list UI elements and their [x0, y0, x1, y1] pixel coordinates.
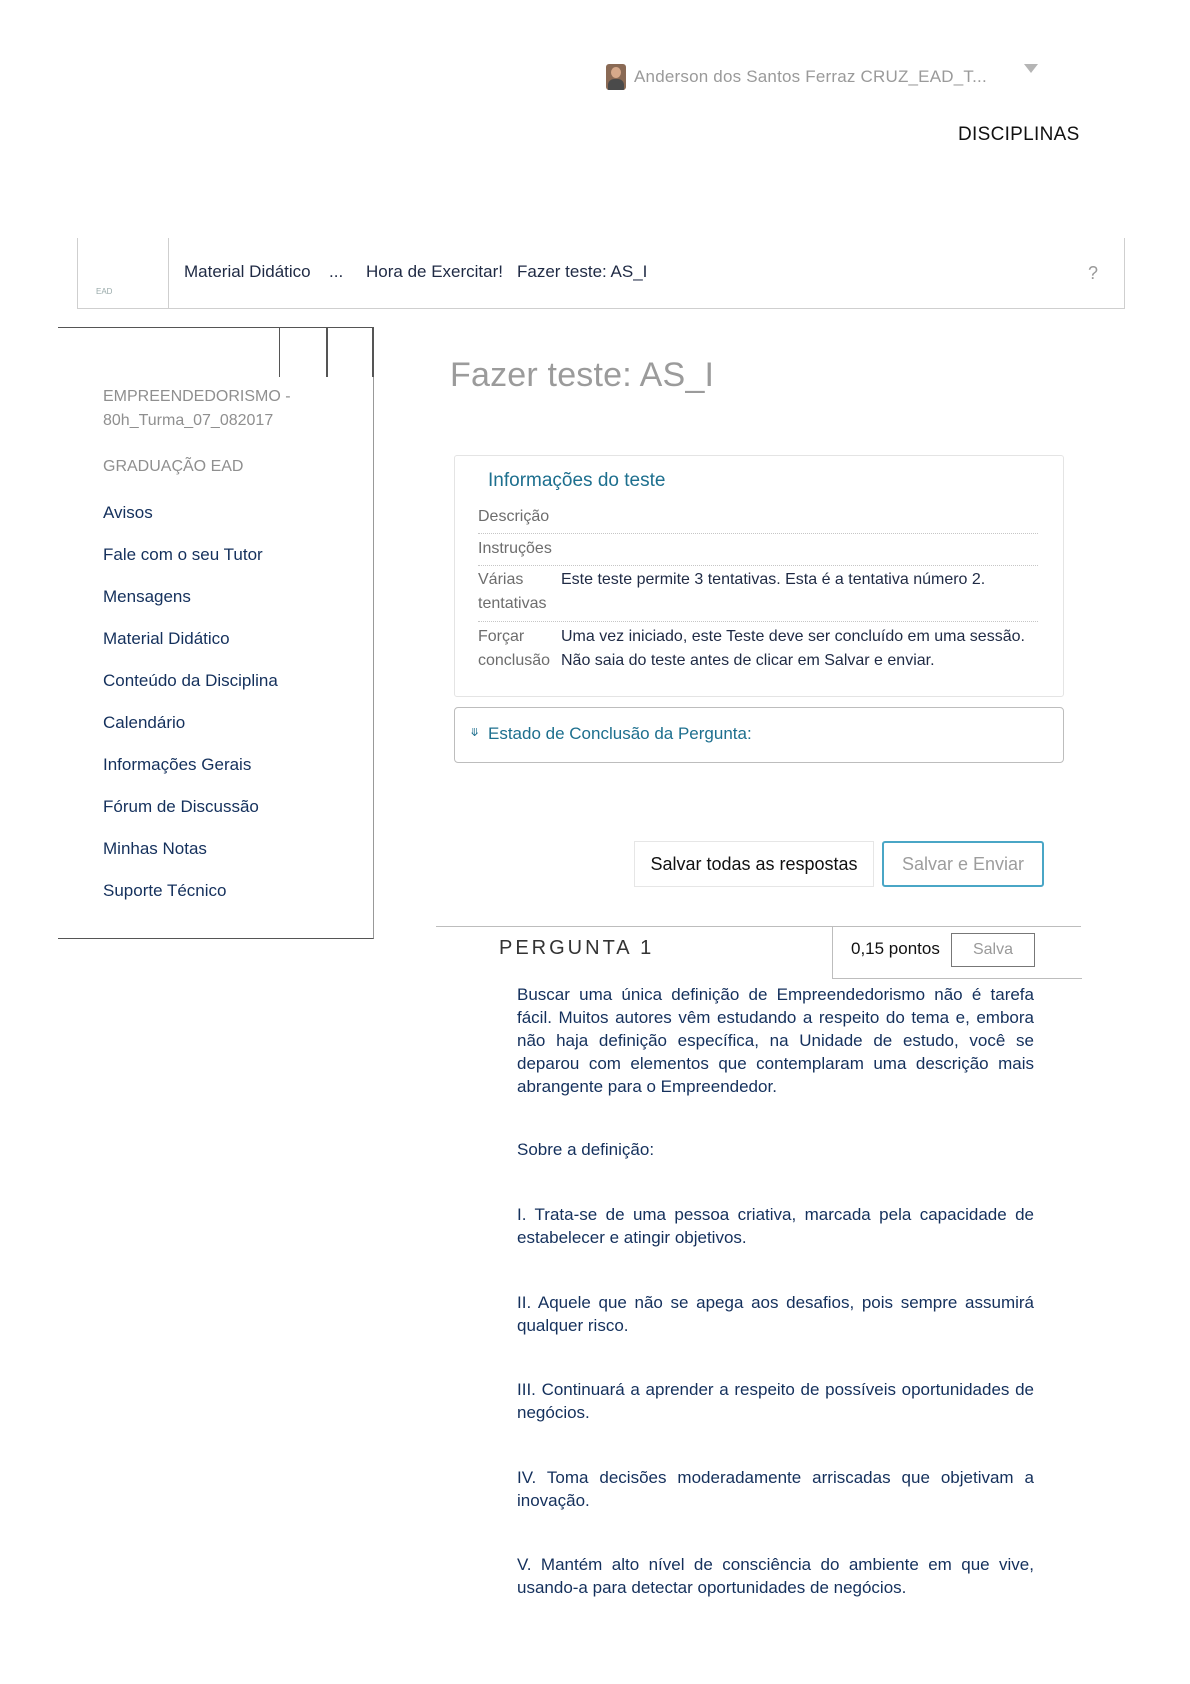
- course-title[interactable]: EMPREENDEDORISMO - 80h_Turma_07_082017: [103, 388, 291, 429]
- breadcrumb-course-stub: EAD: [96, 287, 113, 296]
- breadcrumb-item-current: Fazer teste: AS_I: [517, 262, 648, 281]
- sidebar-toggle-bar[interactable]: [326, 327, 328, 377]
- question-status-toggle[interactable]: Estado de Conclusão da Pergunta:: [488, 724, 752, 743]
- save-and-submit-button[interactable]: Salvar e Enviar: [882, 841, 1044, 887]
- sidebar-edge-bar: [372, 327, 374, 377]
- sidebar-item-informacoes-gerais[interactable]: Informações Gerais: [103, 755, 252, 774]
- sidebar-item-fale-com-tutor[interactable]: Fale com o seu Tutor: [103, 545, 263, 564]
- sidebar-item-mensagens[interactable]: Mensagens: [103, 587, 191, 606]
- question-points: 0,15 pontos: [851, 939, 940, 958]
- attempts-value: Este teste permite 3 tentativas. Esta é a tentativa número 2.: [561, 571, 986, 588]
- sidebar-item-minhas-notas[interactable]: Minhas Notas: [103, 839, 207, 858]
- attempts-label: Várias tentativas: [478, 571, 547, 612]
- double-chevron-down-icon[interactable]: ⤋: [470, 727, 480, 739]
- breadcrumb-item-hora-de-exercitar[interactable]: Hora de Exercitar!: [366, 262, 503, 281]
- chevron-down-icon[interactable]: [1024, 64, 1038, 73]
- sidebar-item-calendario[interactable]: Calendário: [103, 713, 186, 732]
- force-completion-value: Uma vez iniciado, este Teste deve ser concluído em uma sessão. Não saia do teste antes de clicar em Salvar e enviar.: [561, 628, 1025, 669]
- save-all-answers-button[interactable]: Salvar todas as respostas: [634, 841, 874, 887]
- question-number: PERGUNTA 1: [499, 937, 655, 959]
- test-info-title: Informações do teste: [488, 470, 666, 491]
- sidebar-item-suporte-tecnico[interactable]: Suporte Técnico: [103, 881, 227, 900]
- sidebar-item-conteudo-disciplina[interactable]: Conteúdo da Disciplina: [103, 671, 278, 690]
- breadcrumb-divider: [168, 238, 169, 308]
- page-title: Fazer teste: AS_I: [450, 356, 715, 394]
- user-menu[interactable]: [606, 62, 987, 92]
- statement-ii: II. Aquele que não se apega aos desafios, pois sempre assumirá qualquer risco.: [517, 1293, 1034, 1335]
- breadcrumb-ellipsis[interactable]: ...: [329, 262, 344, 281]
- divider: [478, 565, 1038, 566]
- sidebar-control-divider: [279, 327, 280, 377]
- breadcrumb-item-material-didatico[interactable]: Material Didático: [184, 262, 311, 281]
- nav-disciplinas[interactable]: DISCIPLINAS: [958, 124, 1080, 145]
- force-completion-label: Forçar conclusão: [478, 628, 551, 669]
- statement-i: I. Trata-se de uma pessoa criativa, marcada pela capacidade de estabelecer e atingir objetivos.: [517, 1205, 1034, 1247]
- description-label: Descrição: [478, 508, 550, 525]
- instructions-label: Instruções: [478, 540, 552, 557]
- divider: [478, 533, 1038, 534]
- divider: [478, 621, 1038, 622]
- statement-iii: III. Continuará a aprender a respeito de possíveis oportunidades de negócios.: [517, 1380, 1034, 1422]
- user-name: Anderson dos Santos Ferraz CRUZ_EAD_T...: [634, 67, 987, 86]
- avatar: [606, 64, 626, 90]
- statement-v: V. Mantém alto nível de consciência do ambiente em que vive, usando-a para detectar oportunidades de negócios.: [517, 1555, 1034, 1597]
- help-icon[interactable]: ?: [1088, 263, 1099, 283]
- question-paragraph: Buscar uma única definição de Empreendedorismo não é tarefa fácil. Muitos autores vêm estudando a respeito do tema e, embora não haja definição específica, na Unidade de estudo, você se deparou com elementos que contemplaram uma descrição mais abrangente para o Empreendedor.: [517, 985, 1034, 1096]
- statement-iv: IV. Toma decisões moderadamente arriscadas que objetivam a inovação.: [517, 1468, 1034, 1510]
- sidebar-item-material-didatico[interactable]: Material Didático: [103, 629, 230, 648]
- question-paragraph: Sobre a definição:: [517, 1140, 655, 1159]
- question-saved-button[interactable]: Salva: [951, 933, 1035, 967]
- sidebar-section-heading: GRADUAÇÃO EAD: [103, 458, 244, 475]
- sidebar-item-avisos[interactable]: Avisos: [103, 503, 153, 522]
- sidebar-item-forum[interactable]: Fórum de Discussão: [103, 797, 259, 816]
